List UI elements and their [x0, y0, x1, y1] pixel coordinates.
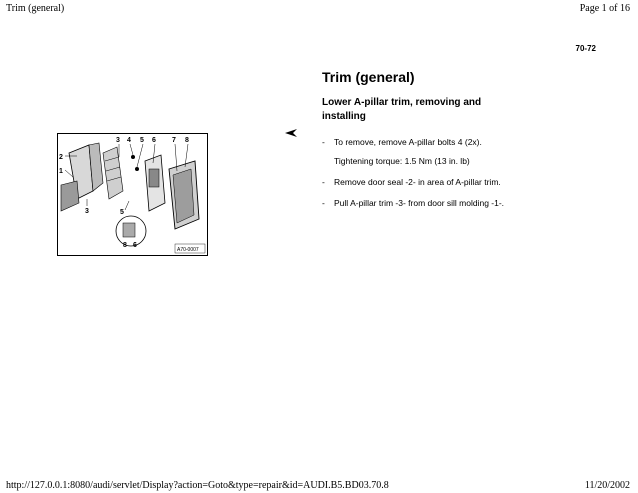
procedure-step	[322, 177, 622, 188]
section-subtitle: Lower A-pillar trim, removing and installing	[322, 97, 482, 122]
figure-callout: 8	[185, 137, 189, 144]
procedure-step	[322, 198, 622, 209]
header-doc-title: Trim (general)	[6, 3, 65, 14]
step-text: Pull A-pillar trim -3- from door sill molding -1-.	[334, 198, 505, 208]
figure-callout: 4	[127, 137, 131, 144]
procedure-steps	[322, 137, 622, 219]
page-title: Trim (general)	[322, 69, 415, 85]
figure-callout: 3	[85, 208, 89, 215]
figure-code: A70-0007	[177, 247, 199, 253]
step-dash: -	[322, 177, 325, 187]
a-pillar-trim-illustration	[57, 133, 208, 256]
footer-date: 11/20/2002	[584, 480, 630, 491]
figure-callout: 5	[120, 209, 124, 216]
step-note: Tightening torque: 1.5 Nm (13 in. lb)	[334, 156, 470, 166]
procedure-step	[322, 137, 622, 167]
step-dash: -	[322, 137, 325, 147]
figure-callout: 7	[172, 137, 176, 144]
figure-callout: 8	[123, 242, 127, 249]
figure-callout: 6	[152, 137, 156, 144]
figure-callout: 3	[116, 137, 120, 144]
figure-callout: 6	[133, 242, 137, 249]
page-code: 70-72	[575, 44, 596, 53]
figure-callout: 5	[140, 137, 144, 144]
footer-url: http://127.0.0.1:8080/audi/servlet/Display?action=Goto&type=repair&id=AUDI.B5.BD03.70.8	[6, 480, 389, 491]
header-page-number: Page 1 of 16	[579, 3, 630, 14]
pointer-arrow-icon	[284, 128, 298, 138]
figure-callout: 2	[59, 154, 63, 161]
step-text: To remove, remove A-pillar bolts 4 (2x).	[334, 137, 482, 147]
step-dash: -	[322, 198, 325, 208]
step-text: Remove door seal -2- in area of A-pillar trim.	[334, 177, 501, 187]
figure-callout: 1	[59, 168, 63, 175]
